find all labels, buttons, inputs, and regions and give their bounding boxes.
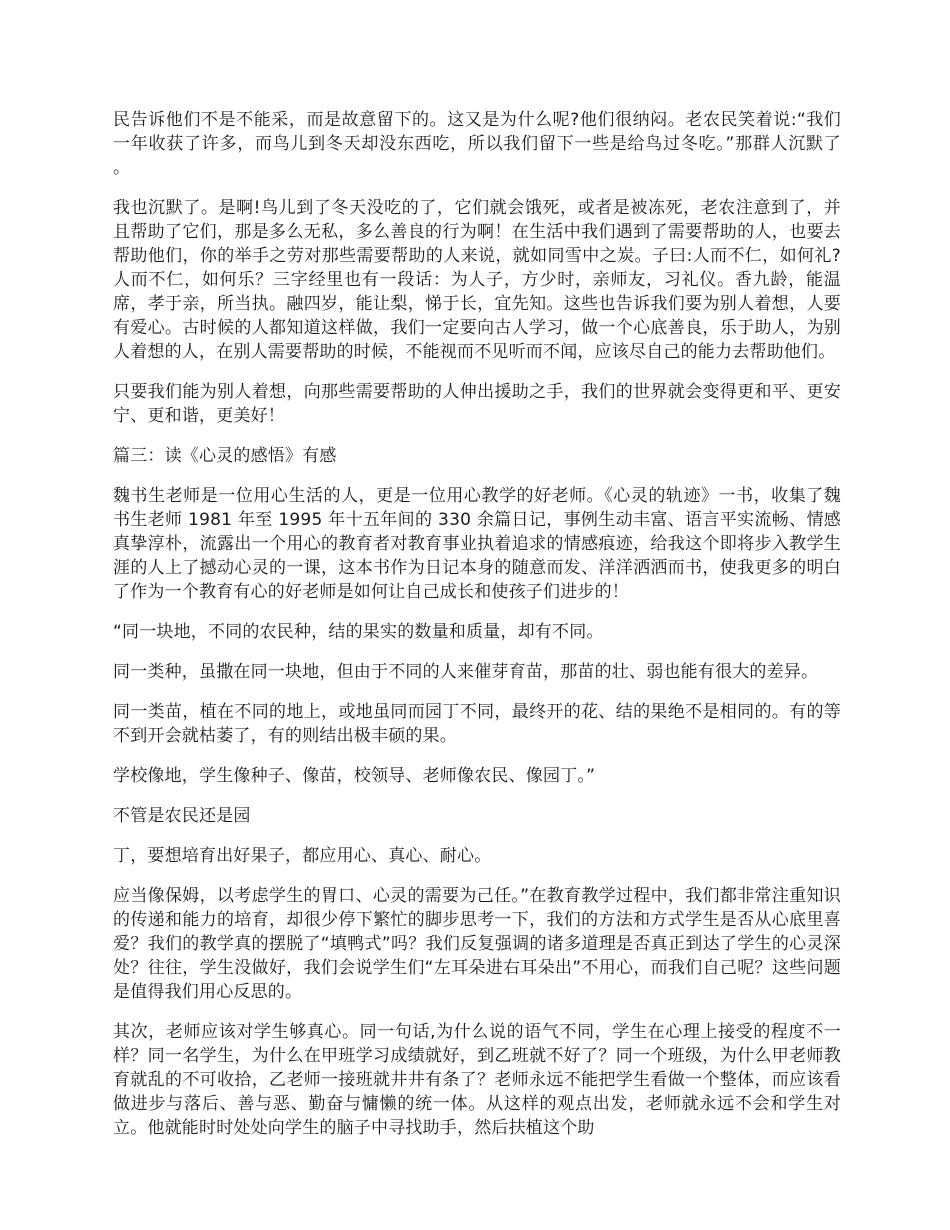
section-heading: 篇三：读《心灵的感悟》有感 (113, 446, 337, 466)
paragraph: 同一类种，虽撒在同一块地，但由于不同的人来催芽育苗，那苗的壮、弱也能有很大的差异。 (113, 662, 819, 682)
paragraph: “同一块地，不同的农民种，结的果实的数量和质量，却有不同。 (113, 622, 604, 642)
paragraph: 我也沉默了。是啊!鸟儿到了冬天没吃的了，它们就会饿死，或者是被冻死，老农注意到了，并且帮助了它们，那是多么无私，多么善良的行为啊！在生活中我们遇到了需要帮助的人，也要去帮助他们，你的举手之劳对那些需要帮助的人来说，就如同雪中之炭。子曰:人而不仁，如何礼?人而不仁，如何乐？三字经里也有一段话：为人子，方少时，亲师友，习礼仪。香九龄，能温席，孝于亲，所当执。融四岁，能让梨，悌于长，宜先知。这些也告诉我们要为别人着想，人要有爱心。古时候的人都知道这样做，我们一定要向古人学习，做一个心底善良，乐于助人，为别人着想的人，在别人需要帮助的时候，不能视而不见听而不闻，应该尽自己的能力去帮助他们。 (113, 198, 841, 362)
paragraph: 不管是农民还是园 (113, 806, 251, 826)
paragraph: 学校像地，学生像种子、像苗，校领导、老师像农民、像园丁。” (113, 766, 596, 786)
paragraph: 只要我们能为别人着想，向那些需要帮助的人伸出援助之手，我们的世界就会变得更和平、更安宁、更和谐，更美好！ (113, 382, 841, 426)
document-page (113, 108, 841, 1156)
paragraph: 其次，老师应该对学生够真心。同一句话,为什么说的语气不同，学生在心理上接受的程度不一样？同一名学生，为什么在甲班学习成绩就好，到乙班就不好了？同一个班级，为什么甲老师教育就乱的不可收拾，乙老师一接班就井井有条了？老师永远不能把学生看做一个整体，而应该看做进步与落后、善与恶、勤奋与慵懒的统一体。从这样的观点出发，老师就永远不会和学生对立。他就能时时处处向学生的脑子中寻找助手，然后扶植这个助 (113, 1022, 841, 1138)
paragraph: 魏书生老师是一位用心生活的人，更是一位用心教学的好老师。《心灵的轨迹》一书，收集了魏书生老师 1981 年至 1995 年十五年间的 330 余篇日记，事例生动丰富、语言平实流畅、情感真挚淳朴，流露出一个用心的教育者对教育事业执着追求的情感痕迹，给我这个即将步入教学生涯的人上了撼动心灵的一课，这本书作为日记本身的随意而发、洋洋洒洒而书，使我更多的明白了作为一个教育有心的好老师是如何让自己成长和使孩子们进步的！ (113, 486, 841, 602)
paragraph: 应当像保姆，以考虑学生的胃口、心灵的需要为己任。”在教育教学过程中，我们都非常注重知识的传递和能力的培育，却很少停下繁忙的脚步思考一下，我们的方法和方式学生是否从心底里喜爱？我们的教学真的摆脱了“填鸭式”吗？我们反复强调的诸多道理是否真正到达了学生的心灵深处？往往，学生没做好，我们会说学生们“左耳朵进右耳朵出”不用心，而我们自己呢？这些问题是值得我们用心反思的。 (113, 886, 841, 1002)
paragraph: 同一类苗，植在不同的地上，或地虽同而园丁不同，最终开的花、结的果绝不是相同的。有的等不到开会就枯萎了，有的则结出极丰硕的果。 (113, 702, 841, 746)
paragraph: 民告诉他们不是不能采，而是故意留下的。这又是为什么呢?他们很纳闷。老农民笑着说:“我们一年收获了许多，而鸟儿到冬天却没东西吃，所以我们留下一些是给鸟过冬吃。”那群人沉默了 。 (113, 110, 841, 178)
paragraph: 丁，要想培育出好果子，都应用心、真心、耐心。 (113, 846, 492, 866)
